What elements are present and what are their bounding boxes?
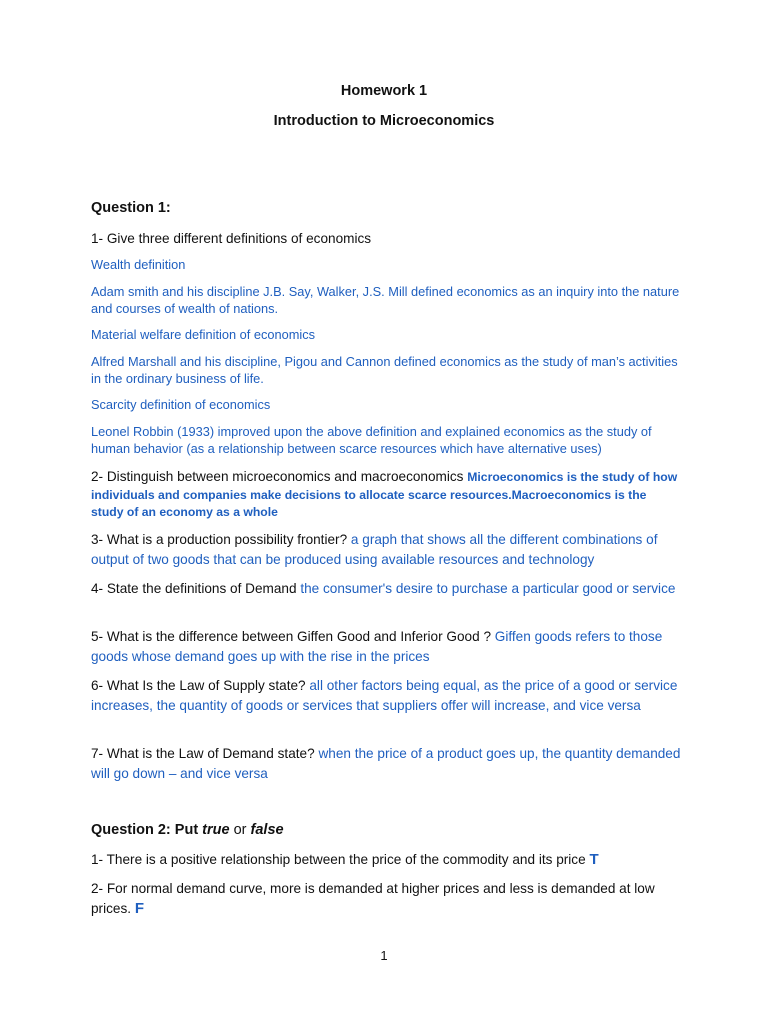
q1-item-6-question: 6- What Is the Law of Supply state?: [91, 678, 310, 693]
q1-item-4: [91, 579, 681, 599]
document-subtitle: Introduction to Microeconomics: [273, 113, 495, 129]
q1-item-4-question: 4- State the definitions of Demand: [91, 581, 301, 596]
q1-item-5-question: 5- What is the difference between Giffen Good and Inferior Good ?: [91, 629, 495, 644]
q1-item-2-answer: Microeconomics is the study of how individuals and companies make decisions to allocate scarce resources.Macroeconomics is the study of an economy as a whole: [91, 470, 678, 519]
q1-item-2-question: 2- Distinguish between microeconomics and macroeconomics: [91, 469, 468, 484]
q2-item-2: [91, 879, 681, 918]
wealth-definition-text: Adam smith and his discipline J.B. Say, Walker, J.S. Mill defined economics as an inquiry into the nature and courses of wealth of nations.: [91, 284, 680, 316]
q1-item-4-answer: the consumer's desire to purchase a particular good or service: [300, 581, 676, 596]
q1-item-6-answer: all other factors being equal, as the price of a good or service increases, the quantity of goods or services that suppliers offer will increase, and vice versa: [91, 678, 678, 713]
q1-item-3-answer: a graph that shows all the different combinations of output of two goods that can be produced using available resources and technology: [91, 532, 658, 567]
q1-item-1: 1- Give three different definitions of economics: [91, 231, 372, 246]
q2-item-1-answer: T: [589, 851, 599, 868]
q1-item-7: [91, 744, 681, 783]
q1-item-2: [91, 468, 681, 521]
q2-item-2-question: 2- For normal demand curve, more is demanded at higher prices and less is demanded at low prices.: [91, 881, 655, 916]
welfare-definition-text: Alfred Marshall and his discipline, Pigou and Cannon defined economics as the study of man’s activities in the ordinary business of life.: [91, 354, 678, 386]
document-title: Homework 1: [340, 83, 428, 99]
q2-heading-prefix: Question 2: Put: [91, 822, 203, 838]
q1-item-5-answer: Giffen goods refers to those goods whose demand goes up with the rise in the prices: [91, 629, 663, 664]
q1-item-7-answer: when the price of a product goes up, the quantity demanded will go down – and vice versa: [91, 746, 681, 781]
question-1-heading: Question 1:: [91, 200, 171, 216]
q1-item-3: [91, 530, 681, 569]
scarcity-definition-title: Scarcity definition of economics: [91, 397, 271, 412]
q2-heading-false: false: [250, 822, 284, 838]
question-2-heading: [91, 822, 681, 838]
q2-item-1-question: 1- There is a positive relationship between the price of the commodity and its price: [91, 852, 590, 867]
welfare-definition-title: Material welfare definition of economics: [91, 327, 316, 342]
q2-item-2-answer: F: [134, 899, 144, 917]
q1-item-3-question: 3- What is a production possibility frontier?: [91, 532, 351, 547]
scarcity-definition-text: Leonel Robbin (1933) improved upon the above definition and explained economics as the study of human behavior (as a relationship between scarce resources which have alternative uses): [91, 424, 652, 456]
q2-heading-true: true: [202, 822, 230, 838]
q1-item-5: [91, 627, 681, 666]
wealth-definition-title: Wealth definition: [91, 257, 186, 272]
q2-item-1: [91, 850, 681, 870]
page-number: 1: [380, 948, 388, 963]
q2-heading-or: or: [229, 822, 251, 838]
q1-item-6: [91, 676, 681, 715]
q1-item-7-question: 7- What is the Law of Demand state?: [91, 746, 319, 761]
